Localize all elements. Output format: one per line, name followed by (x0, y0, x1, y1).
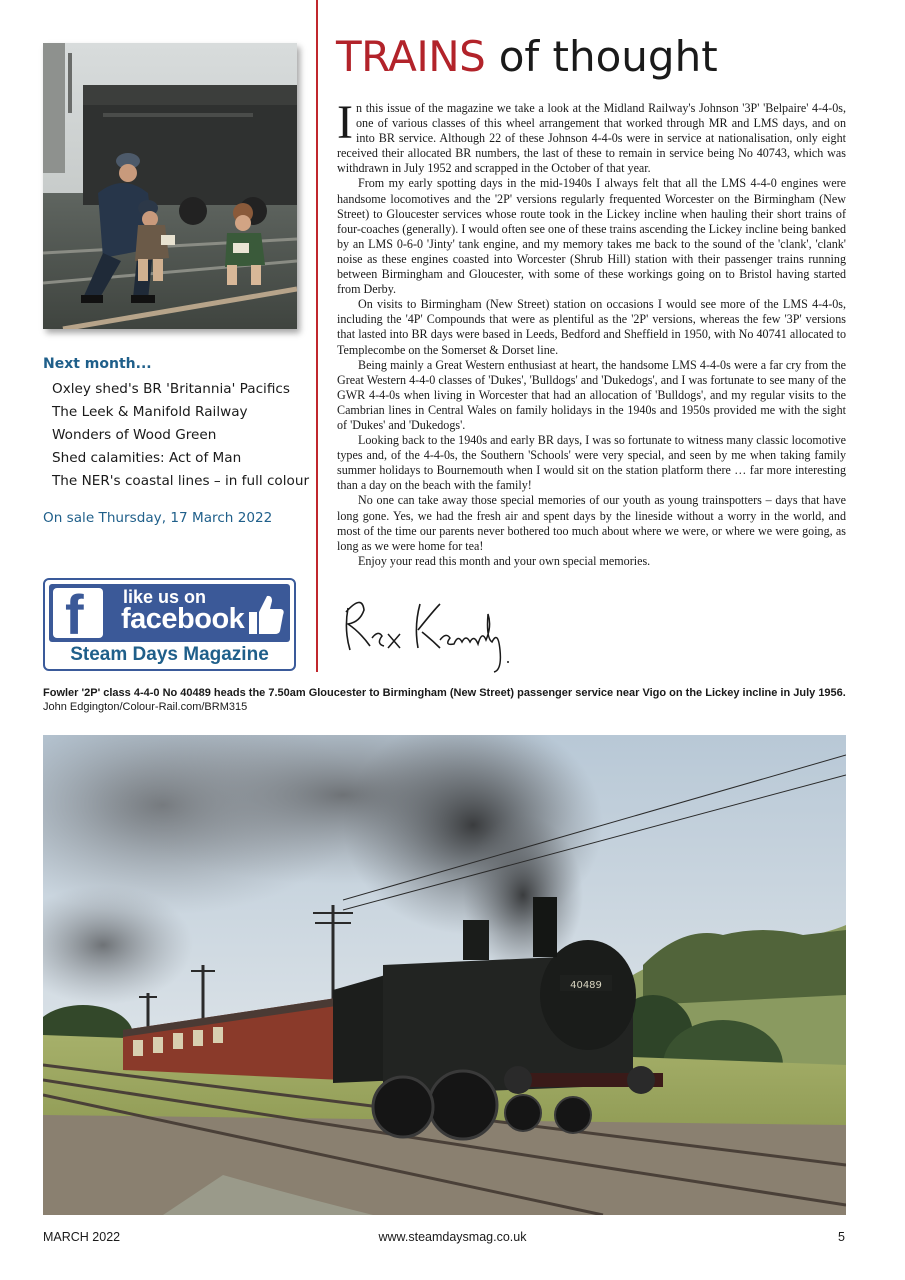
facebook-logo-icon (53, 583, 103, 646)
photo-credit: John Edgington/Colour-Rail.com/BRM315 (43, 701, 248, 713)
facebook-banner (49, 583, 290, 646)
facebook-page-name: Steam Days Magazine (70, 644, 269, 665)
smokebox-number-plate: 40489 (570, 980, 602, 991)
paragraph: Enjoy your read this month and your own special memories. (358, 553, 651, 568)
next-month-item: The NER's coastal lines – in full colour (52, 473, 310, 489)
paragraph: Looking back to the 1940s and early BR days, I was so fortunate to witness many classic locomotive types and, of the 4-4-0s, the Southern 'Schools' were very special, and seen by me when taking family summer holidays to Bournemouth when I would sit on the station platform there … far more interesting than a day on the beach with the family! (337, 433, 846, 493)
caption-text: Fowler '2P' class 4-4-0 No 40489 heads the 7.50am Gloucester to Birmingham (New Street) passenger service near Vigo on the Lickey incline in July 1956. (43, 687, 846, 699)
thumbs-up-icon (245, 592, 285, 636)
title-part-accent: TRAINS (336, 32, 486, 81)
paragraph-text: n this issue of the magazine we take a look at the Midland Railway's Johnson '3P' 'Belpaire' 4-4-0s, one of various classes of this wheel arrangement that worked through MR and LMS days, and on into BR service. Although 22 of these Johnson 4-4-0s were in service at nationalisation, only eight received their allocated BR numbers, the last of these to remain in service being No 40743, which was withdrawn in July 1952 and scrapped in the October of that year. (337, 101, 846, 176)
paragraph: On visits to Birmingham (New Street) station on occasions I would see more of the LMS 4-4-0s, including the '4P' Compounds that were as plentiful as the '2P' versions, whereas the few '3P' versions that lasted into BR days were based in Leeds, Bedford and Sheffield in 1950, with No 40741 allocated to Templecombe on the Somerset & Dorset line. (337, 297, 846, 357)
next-month-heading: Next month... (43, 356, 152, 372)
paragraph (337, 96, 846, 176)
editorial-body (337, 96, 846, 569)
issue-date: MARCH 2022 (43, 1230, 121, 1244)
paragraph: Being mainly a Great Western enthusiast at heart, the handsome LMS 4-4-0s were a far cry from the Great Western 4-4-0 classes of 'Dukes', 'Bulldogs' and 'Dukedogs', and I was fortunate to see many of the GWR 4-4-0s when living in Worcester that had an allocation of 'Bulldogs', and my regular visits to the Cambrian lines in Central Wales on family holidays in the 1940s and 1950s provided me with the sight of 'Dukes' and 'Dukedogs'. (337, 357, 846, 432)
photo-caption (43, 686, 851, 714)
facebook-logo-letter: f (65, 583, 84, 646)
facebook-like-text: like us on (123, 587, 207, 607)
shed-photo (43, 43, 297, 329)
page-number: 5 (838, 1230, 845, 1244)
next-month-item: Shed calamities: Act of Man (52, 450, 242, 466)
next-month-list (52, 378, 309, 493)
page-title (336, 30, 718, 84)
facebook-promo[interactable] (43, 578, 296, 671)
on-sale-date: On sale Thursday, 17 March 2022 (43, 510, 273, 526)
facebook-wordmark: facebook (121, 603, 245, 635)
next-month-item: The Leek & Manifold Railway (52, 404, 248, 420)
locomotive-photo (43, 735, 846, 1215)
column-divider (316, 0, 318, 672)
drop-cap: I (337, 96, 353, 149)
title-part-main: of thought (485, 32, 718, 81)
website-url[interactable]: www.steamdaysmag.co.uk (378, 1230, 527, 1244)
next-month-item: Oxley shed's BR 'Britannia' Pacifics (52, 381, 290, 397)
paragraph: No one can take away those special memories of our youth as young trainspotters – days that have long gone. Yes, we had the fresh air and spent days by the lineside without a worry in the world, and most of the time our parents never bothered too much about where we were, or where we were going, as long as we were home for tea! (337, 493, 846, 553)
next-month-item: Wonders of Wood Green (52, 427, 217, 443)
paragraph: From my early spotting days in the mid-1940s I always felt that all the LMS 4-4-0 engines were handsome locomotives and the '2P' versions regularly frequented Worcester on the Birmingham (New Street) to Gloucester services whose route took in the Lickey incline when hauling their short trains of four-coaches (generally). I would often see one of these trains ascending the Lickey incline being banked by an LMS 0-6-0 'Jinty' tank engine, and my memory takes me back to the sound of the 'clank', 'clank' noise as these engines coasted into Worcester (Shrub Hill) station with their passenger trains running between Birmingham and Gloucester, with some of these workings going on to Bristol having started from Derby. (337, 176, 846, 297)
editor-signature (336, 590, 516, 675)
